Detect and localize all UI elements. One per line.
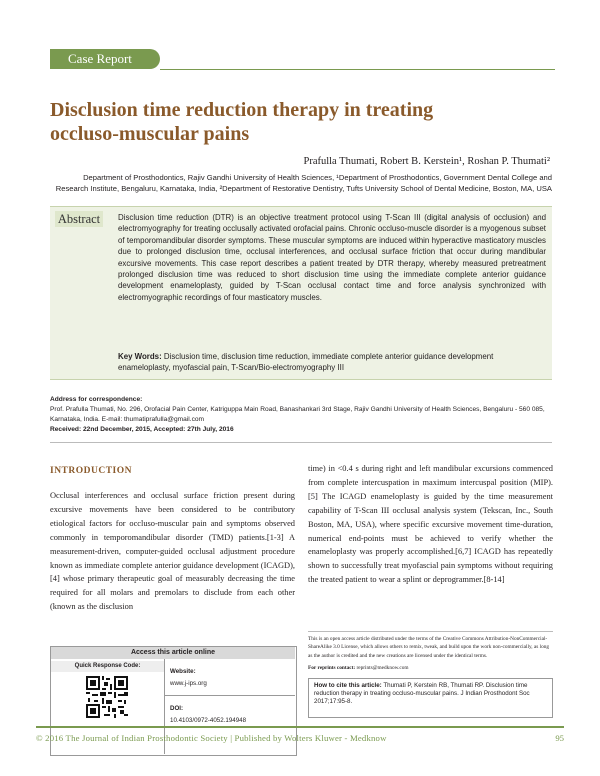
body-column-right: time) in <0.4 s during right and left mandibular excursions commenced from complete intercuspation in maximum intercuspal position (MIP).[5] The ICAGD enameloplasty is guided by the time measurement capability of T-Scan III occlusal analysis system (Tekscan, Inc., South Boston, MA, USA), where specific excursive movement time-duration, numerical end-points must be achieved to verify whether the enameloplasty was properly accomplished.[6,7] ICAGD has repeatedly shown to successfully treat myofascial pain symptoms without requiring the treated patient to wear a splint or deprogrammer.[8-14] xyxy=(308,464,553,585)
license-divider xyxy=(308,631,553,632)
citation-text: Thumati P, Kerstein RB, Thumati RP. Disclusion time reduction therapy in treating occluso-muscular pains. J Indian Prosthodont Soc 2017;17:95-8. xyxy=(314,682,530,706)
correspondence-block xyxy=(50,395,552,435)
affiliations: Department of Prosthodontics, Rajiv Gandhi University of Health Sciences, ¹Department of Prosthodontics, Government Dental College and Research Institute, Bengaluru, Karnataka, India, ²Department of Restorative Dentistry, Tufts University School of Dental Medicine, Boston, MA, USA xyxy=(55,173,552,193)
page-number: 95 xyxy=(555,733,564,743)
reprints-label: For reprints contact: xyxy=(308,665,356,672)
doi-link[interactable]: 10.4103/0972-4052.194948 xyxy=(170,717,247,724)
reprints-email[interactable]: reprints@medknow.com xyxy=(356,665,409,672)
abstract-text: Disclusion time reduction (DTR) is an objective treatment protocol using T-Scan III (digital analysis of occlusion) and electromyography for treating occlusally activated orofacial pains. Chronic occluso-muscle disorder is a myogenous subset of temporomandibular disorder symptoms. These muscular symptoms are induced within hyperactive masticatory muscles due to prolonged disclusion time, occlusal interferences, and occlusal surface friction that occur during mandibular excursive movements. This case report describes a patient treated by DTR therapy, whereby measured pretreatment prolonged disclusion time was reduced to short disclusion time using the immediate complete anterior guidance development enameloplasty, guided by T-Scan occlusal contact time and force analysis synchronized with electromyographic recordings of four masticatory muscles. xyxy=(118,213,546,302)
header-divider xyxy=(160,69,555,70)
correspondence-divider xyxy=(50,442,552,443)
author-list: Prafulla Thumati, Robert B. Kerstein¹, Roshan P. Thumati² xyxy=(303,156,550,167)
website-link[interactable]: www.j-ips.org xyxy=(170,680,207,687)
keywords-label: Key Words: xyxy=(118,352,162,361)
qr-code-icon[interactable] xyxy=(86,676,128,718)
access-heading: Access this article online xyxy=(51,647,295,659)
keywords xyxy=(118,351,546,374)
license-text xyxy=(308,635,553,673)
keywords-text: Disclusion time, disclusion time reduction, immediate complete anterior guidance development enameloplasty, myofascial pain, T-Scan/Bio-electromyography III xyxy=(118,352,494,373)
correspondence-label: Address for correspondence: xyxy=(50,396,143,403)
received-dates: Received: 22nd December, 2015, Accepted: 27th July, 2016 xyxy=(50,426,234,433)
citation-box xyxy=(308,678,553,718)
license-body: This is an open access article distributed under the terms of the Creative Commons Attribution-NonCommercial-ShareAlike 3.0 License, which allows others to remix, tweak, and build upon the work non-commercially, as long as the author is credited and the new creations are licensed under the identical terms. xyxy=(308,636,550,659)
website-label: Website: xyxy=(170,668,196,675)
doi-label: DOI: xyxy=(170,705,184,712)
body-column-left: Occlusal interferences and occlusal surface friction present during excursive movements have been considered to be contributory etiological factors for occluso-muscular pain and symptoms observed commonly in temporomandibular disorder (TMD) patients.[1-3] A measurement-driven, computer-guided occlusal adjustment procedure known as immediate complete anterior guidance development (ICAGD),[4] whose primary therapeutic goal of measurably decreasing the time required for all molars and premolars to disclude from each other (known as the disclusion xyxy=(50,491,295,612)
article-title: Disclusion time reduction therapy in treating occluso-muscular pains xyxy=(50,99,434,145)
section-heading: INTRODUCTION xyxy=(50,466,133,476)
footer-text: © 2016 The Journal of Indian Prosthodontic Society | Published by Wolters Kluwer - Medknow xyxy=(36,733,387,743)
access-divider-horizontal xyxy=(164,695,295,696)
abstract-label: Abstract xyxy=(55,211,103,227)
footer-divider xyxy=(36,726,564,728)
citation-label: How to cite this article: xyxy=(314,682,382,689)
qr-label: Quick Response Code: xyxy=(51,661,164,672)
section-tab: Case Report xyxy=(50,49,160,69)
correspondence-text: Prof. Prafulla Thumati, No. 296, Orofacial Pain Center, Katriguppa Main Road, Banashankari 3rd Stage, Rajiv Gandhi University of Health Sciences, Bengaluru - 560 085, Karnataka, India. E-mail: thumatiprafulla@gmail.com xyxy=(50,406,545,423)
